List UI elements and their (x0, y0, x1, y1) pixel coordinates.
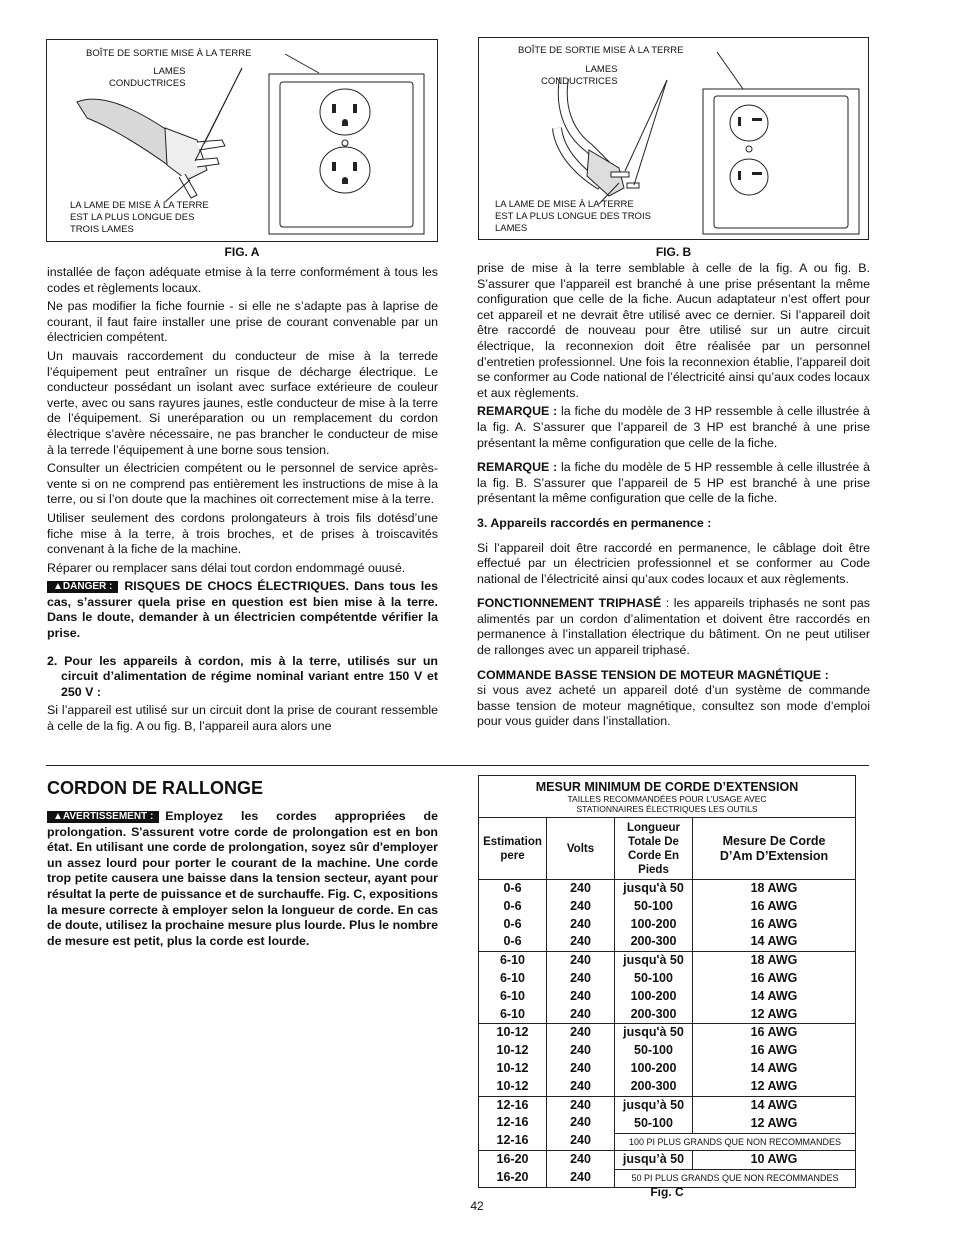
length-cell: jusqu'à 50 50-100 100-200 200-300 (615, 1024, 693, 1096)
fig-c-caption: Fig. C (650, 1185, 684, 1199)
paragraph: Ne pas modifier la fiche fournie - si elle ne s’adapte pas à laprise de courant, il faut faire installer une prise de courant convenable par un électricien compétent. (47, 299, 438, 345)
table-row-group (479, 1096, 856, 1133)
remark-5hp (477, 460, 870, 507)
page-number: 42 (470, 1199, 484, 1213)
blades-label: LAMES CONDUCTRICES (109, 66, 186, 89)
remark-text: la fiche du modèle de 3 HP ressemble à celle illustrée à la fig. A. S’assurer que l’appareil de 3 HP est branché à une prise présentant la même configuration que celle de la fiche. (477, 404, 870, 450)
amps-cell: 0-6 0-6 0-6 0-6 (479, 880, 547, 952)
length-cell: jusqu'à 50 50-100 100-200 200-300 (615, 952, 693, 1024)
table-row-group (479, 1150, 856, 1169)
paragraph: Utiliser seulement des cordons prolongateurs à trois fils dotésd’une fiche mise à la terre, à trois broches, et de prises à troiscavités convenant à la fiche de la machine. (47, 510, 438, 557)
three-phase-paragraph (477, 596, 870, 658)
remark-3hp (477, 404, 870, 451)
figure-b (478, 37, 869, 240)
warning-badge: ▲AVERTISSEMENT : (47, 811, 159, 823)
section-divider (46, 765, 869, 766)
danger-text: RISQUES DE CHOCS ÉLECTRIQUES. Dans tous les cas, s’assurer quela prise en question est bien mise à la terre. Dans le doute, demander à un électricien compétentde vérifier la prise. (47, 579, 438, 641)
volts-cell: 240 240 240 240 (547, 952, 615, 1024)
warning-text: Employez les cordes appropriées de prolongation. S'assurent votre corde de prolongation est en bon état. En utilisant une corde de prolongation, soyez sûr d'employer un assez lourd pour porter le courant de la machine. Une corde trop petite causera une baisse dans la tension secteur, ayant pour résultat la perte de puissance et de surchauffe. Fig. C, expositions la mesure correcte à employer selon la longueur de corde. En cas de doute, utilisez la prochaine mesure plus lourde. Plus le nombre de mesure est petit, plus la corde est lourde. (47, 809, 438, 948)
volts-cell: 240 240 (547, 1150, 615, 1187)
paragraph: installée de façon adéquate etmise à la terre conformément à tous les codes et règlements locaux. (47, 265, 438, 295)
table-row-group (479, 880, 856, 952)
gauge-cell: 10 AWG (693, 1150, 856, 1169)
paragraph: Si l’appareil doit être raccordé en permanence, le câblage doit être effectué par un électricien professionnel et se conformer au Code national de l’électricité ainsi qu’aux codes locaux et aux règlements. (477, 540, 870, 586)
table-row-group (479, 1024, 856, 1096)
warning-paragraph (47, 809, 438, 949)
magnetic-control-text: si vous avez acheté un appareil doté d’un système de commande basse tension de moteur magnétique, consultez son mode d’emploi pour vous guider dans l’installation. (477, 683, 870, 729)
three-phase-text: : les appareils triphasés ne sont pas alimentés par un cordon d’alimentation et doivent être raccordés en permanence à l’installation électrique du bâtiment. On ne peut utiliser de rallonges avec un appareil triphasé. (477, 596, 870, 658)
figure-a (46, 39, 438, 242)
fig-b-caption: FIG. B (655, 245, 692, 259)
table-header (479, 776, 856, 818)
danger-badge: ▲DANGER : (47, 581, 118, 593)
remark-label: REMARQUE : (477, 460, 558, 475)
amps-cell: 12-16 12-16 12-16 (479, 1096, 547, 1150)
remark-label: REMARQUE : (477, 404, 558, 419)
paragraph: prise de mise à la terre semblable à celle de la fig. A ou fig. B. S’assurer que l’appareil est branché à une prise présentant la même configuration que celle de la fiche. Aucun adaptateur n’est offert pour cet appareil et ne devrait être utilisé avec ce dernier. Si l’appareil doit être raccordé de nouveau pour être utilisé sur un autre circuit électrique, la reconnexion doit être réalisée par un personnel d’entretien professionnel. Une fois la reconnexion établie, l’appareil doit se conformer au Code national de l’électricité ainsi qu’aux codes locaux et aux règlements. (477, 261, 870, 400)
amps-cell: 16-20 16-20 (479, 1150, 547, 1187)
not-recommended-note: 50 PI PLUS GRANDS QUE NON RECOMMANDES (615, 1170, 856, 1187)
ground-blade-label: LA LAME DE MISE À LA TERRE EST LA PLUS LONGUE DES TROIS LAMES (70, 200, 209, 235)
gauge-cell: 18 AWG 16 AWG 14 AWG 12 AWG (693, 952, 856, 1024)
section-title: CORDON DE RALLONGE (47, 778, 263, 798)
gauge-cell: 18 AWG 16 AWG 16 AWG 14 AWG (693, 880, 856, 952)
item-2-heading: 2. Pour les appareils à cordon, mis à la terre, utilisés sur un circuit d’alimentation de régime nominal variant entre 150 V et 250 V : (47, 653, 438, 699)
fig-a-caption: FIG. A (224, 245, 260, 259)
paragraph: Consulter un électricien compétent ou le personnel de service après-vente si on ne comprend pas entièrement les instructions de mise à la terre, ou si l’on doute que la machines oit correctement mise à la terre. (47, 461, 438, 507)
not-recommended-note: 100 PI PLUS GRANDS QUE NON RECOMMANDES (615, 1133, 856, 1150)
table-title: MESUR MINIMUM DE CORDE D’EXTENSION (535, 779, 799, 794)
table-row-group (479, 952, 856, 1024)
danger-paragraph (47, 579, 438, 641)
amps-cell: 10-12 10-12 10-12 10-12 (479, 1024, 547, 1096)
blades-label: LAMES CONDUCTRICES (541, 64, 618, 87)
paragraph: Si l’appareil est utilisé sur un circuit dont la prise de courant ressemble à celle de la fig. A ou fig. B, l’appareil aura alors une (47, 703, 438, 734)
col-header-amps: Estimation pere (479, 818, 547, 880)
outlet-label: BOÎTE DE SORTIE MISE À LA TERRE (518, 45, 684, 56)
paragraph: Réparer ou remplacer sans délai tout cordon endommagé ouusé. (47, 560, 406, 575)
table-subtitle: TAILLES RECOMMANDÉES POUR L’USAGE AVEC STATIONNAIRES ÉLECTRIQUES LES OUTILS (567, 793, 767, 814)
gauge-cell: 14 AWG 12 AWG (693, 1096, 856, 1133)
col-header-gauge: Mesure De Corde D’Am D’Extension (693, 818, 856, 880)
volts-cell: 240 240 240 (547, 1096, 615, 1150)
three-phase-label: FONCTIONNEMENT TRIPHASÉ (477, 596, 662, 611)
gauge-cell: 16 AWG 16 AWG 14 AWG 12 AWG (693, 1024, 856, 1096)
paragraph: Un mauvais raccordement du conducteur de mise à la terrede l’équipement peut entraîner un risque de décharge électrique. Le conducteur possédant un isolant avec surface extérieure de couleur verte, avec ou sans rayures jaunes, estle conducteur de mise à la terre de l’équipement. Si uneréparation ou un remplacement du cordon électrique s’avère nécessaire, ne pas brancher le conducteur de mise à la terrede l’équipement à une borne sous tension. (47, 348, 438, 457)
left-column (47, 265, 438, 738)
right-column (477, 261, 870, 733)
item-3-heading: 3. Appareils raccordés en permanence : (477, 515, 712, 530)
extension-cord-table (478, 775, 856, 1188)
length-cell: jusqu'à 50 50-100 100-200 200-300 (615, 880, 693, 952)
magnetic-control-label: COMMANDE BASSE TENSION DE MOTEUR MAGNÉTIQUE : (477, 667, 829, 682)
remark-text: la fiche du modèle de 5 HP ressemble à celle illustrée à la fig. B. S’assurer que l’appareil de 5 HP est branché à une prise présentant la même configuration que celle de la fiche. (477, 460, 870, 506)
outlet-label: BOÎTE DE SORTIE MISE À LA TERRE (86, 48, 252, 59)
col-header-volts: Volts (547, 818, 615, 880)
volts-cell: 240 240 240 240 (547, 880, 615, 952)
length-cell: jusqu’à 50 50-100 (615, 1096, 693, 1133)
ground-blade-label: LA LAME DE MISE À LA TERRE EST LA PLUS LONGUE DES TROIS LAMES (495, 199, 651, 234)
col-header-length: Longueur Totale De Corde En Pieds (615, 818, 693, 880)
volts-cell: 240 240 240 240 (547, 1024, 615, 1096)
length-cell: jusqu’à 50 (615, 1150, 693, 1169)
amps-cell: 6-10 6-10 6-10 6-10 (479, 952, 547, 1024)
